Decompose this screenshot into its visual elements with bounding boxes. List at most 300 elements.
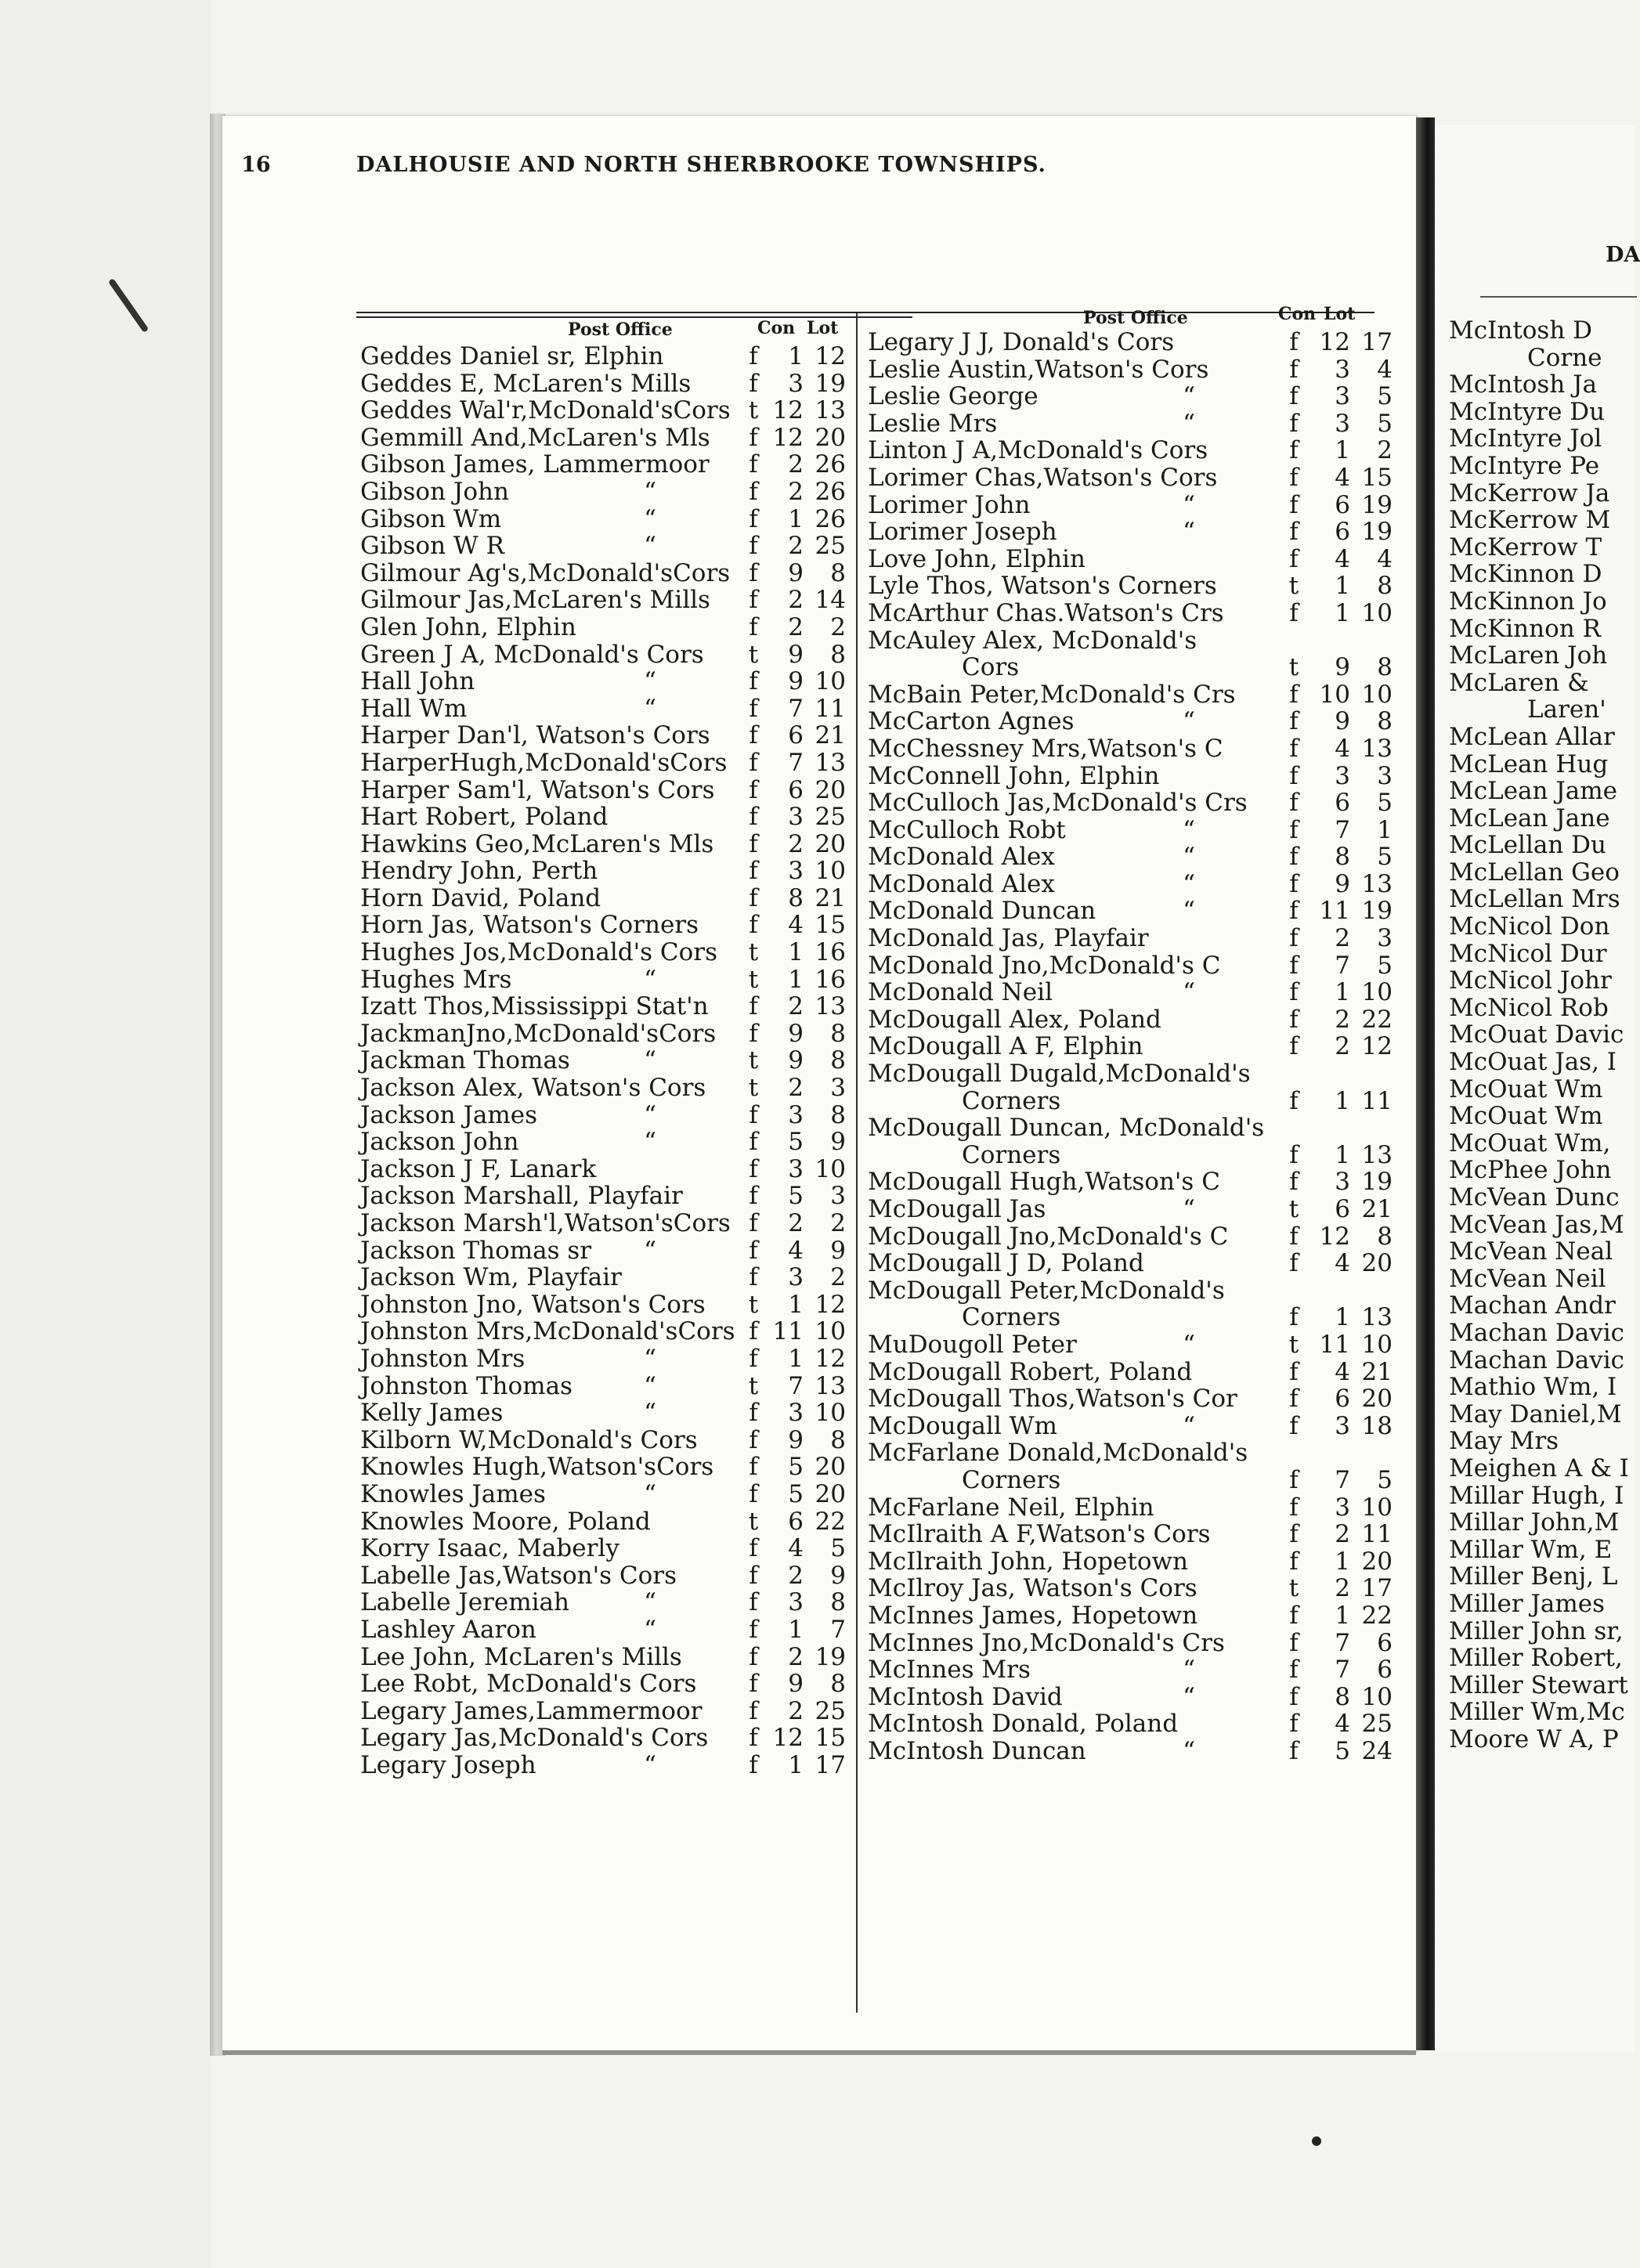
- entry-lot: 8: [830, 558, 846, 587]
- entry-lot: 16: [815, 938, 846, 967]
- directory-entry: [868, 1223, 1400, 1251]
- entry-name: Lee Robt, McDonald's Cors: [360, 1670, 697, 1699]
- next-page-entry: Millar Hugh, I: [1449, 1481, 1624, 1510]
- entry-name: McCarton Agnes: [868, 707, 1075, 736]
- entry-lot: 13: [1361, 734, 1393, 763]
- ditto-mark: “: [644, 1399, 656, 1428]
- entry-concession: 1: [1335, 978, 1350, 1007]
- entry-tenure: f: [749, 1588, 758, 1617]
- next-page-entry: Millar Wm, E: [1449, 1535, 1613, 1564]
- directory-entry: [360, 1644, 846, 1671]
- entry-concession: 7: [1335, 1628, 1350, 1657]
- entry-lot: 5: [1377, 1465, 1393, 1494]
- entry-lot: 10: [815, 1317, 846, 1346]
- entry-tenure: f: [749, 829, 758, 858]
- entry-tenure: f: [1289, 1249, 1299, 1278]
- entry-concession: 9: [788, 1046, 804, 1075]
- entry-concession: 11: [1319, 897, 1350, 926]
- directory-entry: [360, 912, 846, 939]
- page-number: 16: [241, 153, 271, 177]
- entry-concession: 9: [788, 1425, 804, 1454]
- entry-concession: 8: [1335, 843, 1350, 872]
- entry-tenure: f: [749, 1615, 758, 1644]
- left-col-header-lot: Lot: [807, 318, 839, 338]
- entry-tenure: t: [748, 396, 759, 425]
- entry-tenure: t: [748, 1046, 759, 1075]
- entry-name: McDonald Jas, Playfair: [868, 924, 1149, 953]
- entry-tenure: f: [1289, 978, 1299, 1007]
- directory-entry: [360, 370, 846, 398]
- ditto-mark: “: [644, 1344, 656, 1373]
- directory-entry: [868, 1304, 1400, 1331]
- directory-entry: [868, 1521, 1400, 1548]
- entry-lot: 10: [1361, 1682, 1393, 1711]
- entry-lot: 8: [830, 1046, 846, 1075]
- directory-entry: [360, 804, 846, 831]
- directory-entry: [868, 1142, 1400, 1169]
- directory-entry: [360, 641, 846, 669]
- entry-concession: 12: [772, 423, 804, 452]
- entry-concession: 11: [1319, 1330, 1350, 1359]
- entry-lot: 18: [1361, 1411, 1393, 1440]
- entry-lot: 10: [815, 1154, 846, 1183]
- entry-name: McDougall Duncan, McDonald's: [868, 1114, 1265, 1143]
- entry-lot: 5: [1377, 843, 1393, 872]
- ditto-mark: “: [1183, 1411, 1195, 1440]
- entry-tenure: f: [749, 1534, 758, 1563]
- entry-concession: 1: [788, 504, 804, 533]
- entry-tenure: f: [749, 504, 758, 533]
- entry-name: McIlraith John, Hopetown: [868, 1547, 1188, 1576]
- directory-entry: [868, 871, 1400, 898]
- entry-concession: 4: [788, 1236, 804, 1265]
- entry-name: McIntosh Donald, Poland: [868, 1710, 1179, 1739]
- entry-concession: 3: [1335, 355, 1350, 384]
- entry-lot: 26: [815, 504, 846, 533]
- entry-tenure: f: [749, 1182, 758, 1211]
- directory-entry: [868, 383, 1400, 410]
- ditto-mark: “: [644, 1479, 656, 1508]
- entry-lot: 2: [1377, 436, 1393, 465]
- directory-entry: [868, 1738, 1400, 1765]
- entry-tenure: f: [1289, 1493, 1299, 1522]
- entry-lot: 15: [815, 911, 846, 940]
- entry-tenure: f: [1289, 409, 1299, 438]
- entry-tenure: f: [749, 857, 758, 886]
- entry-tenure: t: [1288, 572, 1299, 601]
- entry-concession: 10: [1319, 680, 1350, 709]
- directory-entry: [868, 492, 1400, 519]
- entry-concession: 6: [1335, 1195, 1350, 1223]
- next-page-entry: Laren': [1527, 695, 1606, 724]
- entry-concession: 2: [1335, 1574, 1350, 1603]
- entry-tenure: f: [1289, 518, 1299, 547]
- entry-concession: 9: [788, 640, 804, 669]
- next-page-entry: McOuat Davic: [1449, 1020, 1624, 1049]
- directory-entry: [360, 1345, 846, 1373]
- entry-concession: 2: [788, 1696, 804, 1725]
- next-page-entry: McVean Neil: [1449, 1264, 1606, 1293]
- entry-name: Jackson J F, Lanark: [360, 1154, 597, 1183]
- directory-entry: [360, 1291, 846, 1319]
- next-page-entry: McOuat Wm,: [1449, 1129, 1611, 1157]
- entry-lot: 8: [1377, 572, 1393, 601]
- entry-name: Knowles Moore, Poland: [360, 1507, 651, 1536]
- entry-lot: 11: [1361, 1086, 1393, 1115]
- entry-name: McDougall Alex, Poland: [868, 1005, 1161, 1034]
- entry-concession: 3: [788, 803, 804, 832]
- entry-name: Korry Isaac, Maberly: [360, 1534, 620, 1563]
- directory-entry: [868, 1413, 1400, 1440]
- entry-tenure: f: [749, 532, 758, 561]
- entry-concession: 3: [788, 369, 804, 398]
- entry-lot: 13: [815, 396, 846, 425]
- directory-entry: [868, 1467, 1400, 1494]
- ditto-mark: “: [644, 1750, 656, 1779]
- directory-entry: [360, 451, 846, 479]
- entry-name: Jackman Thomas: [360, 1046, 570, 1075]
- next-page-entry: McIntyre Pe: [1449, 451, 1600, 480]
- directory-entry: [360, 1752, 846, 1779]
- entry-tenure: f: [1289, 1032, 1299, 1061]
- entry-name: McFarlane Neil, Elphin: [868, 1493, 1154, 1522]
- next-page-entry: McLellan Du: [1449, 831, 1606, 860]
- ditto-mark: “: [1183, 409, 1195, 438]
- entry-tenure: f: [1289, 1656, 1299, 1685]
- entry-lot: 13: [815, 1371, 846, 1400]
- entry-lot: 5: [830, 1534, 846, 1563]
- next-page-entry: McOuat Jas, I: [1449, 1048, 1617, 1077]
- directory-entry: [360, 343, 846, 370]
- entry-concession: 3: [788, 1399, 804, 1428]
- entry-tenure: f: [749, 612, 758, 641]
- entry-name: Harper Sam'l, Watson's Cors: [360, 775, 715, 804]
- ditto-mark: “: [644, 1236, 656, 1265]
- entry-tenure: f: [1289, 1168, 1299, 1197]
- directory-entry: [360, 1616, 846, 1644]
- entry-lot: 3: [1377, 924, 1393, 953]
- next-page-entry: McLean Jane: [1449, 804, 1610, 832]
- directory-entry: [360, 1508, 846, 1536]
- directory-entry: [360, 1399, 846, 1427]
- directory-entry: [360, 397, 846, 424]
- directory-entry: [868, 925, 1400, 952]
- entry-name: Lorimer Chas,Watson's Cors: [868, 463, 1218, 492]
- entry-tenure: f: [1289, 1140, 1299, 1169]
- directory-entry: [868, 1439, 1400, 1467]
- directory-entry: [360, 1210, 846, 1237]
- entry-lot: 19: [815, 369, 846, 398]
- next-page-entry: McVean Neal: [1449, 1237, 1613, 1266]
- entry-name: Leslie Mrs: [868, 409, 998, 438]
- entry-name: McDougall J D, Poland: [868, 1249, 1144, 1278]
- next-page-entry: May Mrs: [1449, 1427, 1559, 1456]
- entry-name: McFarlane Donald,McDonald's: [868, 1439, 1248, 1468]
- directory-entry: [360, 1129, 846, 1156]
- directory-entry: [868, 546, 1400, 573]
- entry-concession: 6: [1335, 490, 1350, 519]
- entry-lot: 3: [830, 1074, 846, 1103]
- entry-tenure: f: [1289, 680, 1299, 709]
- entry-lot: 8: [830, 1425, 846, 1454]
- entry-lot: 5: [1377, 951, 1393, 980]
- entry-name: Jackson James: [360, 1100, 538, 1129]
- entry-lot: 13: [1361, 1303, 1393, 1332]
- entry-concession: 9: [788, 667, 804, 696]
- entry-name: McInnes James, Hopetown: [868, 1601, 1198, 1630]
- entry-name: McArthur Chas.Watson's Crs: [868, 598, 1224, 627]
- entry-tenure: f: [749, 342, 758, 370]
- directory-entry: [360, 424, 846, 452]
- entry-concession: 7: [1335, 1656, 1350, 1685]
- directory-entry: [360, 506, 846, 533]
- entry-concession: 3: [788, 1100, 804, 1129]
- entry-name: McDougall Hugh,Watson's C: [868, 1168, 1220, 1197]
- entry-lot: 9: [830, 1128, 846, 1157]
- entry-name: Harper Dan'l, Watson's Cors: [360, 721, 710, 750]
- entry-lot: 10: [815, 857, 846, 886]
- entry-concession: 3: [1335, 409, 1350, 438]
- next-page-entry: McLaren Joh: [1449, 641, 1608, 670]
- next-page-entry: May Daniel,M: [1449, 1399, 1622, 1428]
- entry-tenure: t: [748, 965, 759, 994]
- entry-concession: 1: [1335, 1601, 1350, 1630]
- entry-concession: 3: [788, 857, 804, 886]
- entry-name: McChessney Mrs,Watson's C: [868, 734, 1223, 763]
- directory-entry: [868, 1359, 1400, 1386]
- entry-concession: 9: [788, 558, 804, 587]
- ditto-mark: “: [1183, 1330, 1195, 1359]
- entry-concession: 4: [1335, 1249, 1350, 1278]
- directory-entry: [360, 722, 846, 749]
- entry-lot: 10: [815, 1399, 846, 1428]
- directory-entry: [868, 1494, 1400, 1522]
- entry-concession: 3: [1335, 1411, 1350, 1440]
- ditto-mark: “: [644, 1615, 656, 1644]
- ditto-mark: “: [644, 504, 656, 533]
- entry-concession: 4: [1335, 463, 1350, 492]
- entry-concession: 1: [788, 938, 804, 967]
- entry-concession: 3: [1335, 382, 1350, 411]
- entry-concession: 3: [1335, 761, 1350, 790]
- entry-name: Hart Robert, Poland: [360, 803, 609, 832]
- entry-lot: 26: [815, 477, 846, 506]
- entry-lot: 19: [1361, 490, 1393, 519]
- next-page-entry: McIntyre Jol: [1449, 424, 1602, 453]
- entry-name: Johnston Thomas: [360, 1371, 573, 1400]
- entry-tenure: f: [749, 883, 758, 912]
- entry-tenure: f: [749, 1670, 758, 1699]
- entry-tenure: f: [1289, 1086, 1299, 1115]
- entry-tenure: f: [749, 1425, 758, 1454]
- entry-concession: 9: [1335, 869, 1350, 898]
- entry-name: McDonald Duncan: [868, 897, 1096, 926]
- entry-tenure: f: [749, 1724, 758, 1753]
- entry-name: Labelle Jeremiah: [360, 1588, 569, 1617]
- entry-lot: 19: [815, 1642, 846, 1671]
- entry-tenure: f: [1289, 1005, 1299, 1034]
- entry-lot: 2: [830, 1209, 846, 1237]
- page-title: DALHOUSIE AND NORTH SHERBROOKE TOWNSHIPS.: [356, 153, 1046, 177]
- entry-lot: 2: [830, 612, 846, 641]
- entry-tenure: f: [1289, 382, 1299, 411]
- directory-entry: [360, 614, 846, 641]
- next-page-entry: McKinnon D: [1449, 560, 1602, 589]
- entry-name: Jackson John: [360, 1128, 519, 1157]
- entry-name: Hughes Mrs: [360, 965, 512, 994]
- entry-concession: 8: [1335, 1682, 1350, 1711]
- next-page-entry: McNicol Don: [1449, 912, 1610, 941]
- entry-tenure: f: [1289, 1411, 1299, 1440]
- entry-name: Geddes Daniel sr, Elphin: [360, 342, 664, 370]
- entry-concession: 12: [1319, 328, 1350, 356]
- directory-entry: [360, 966, 846, 994]
- entry-concession: 9: [1335, 653, 1350, 682]
- entry-concession: 3: [788, 1154, 804, 1183]
- entry-concession: 2: [788, 1642, 804, 1671]
- entry-name: Gilmour Ag's,McDonald'sCors: [360, 558, 731, 587]
- entry-name: Jackson Marsh'l,Watson'sCors: [360, 1209, 731, 1237]
- entry-concession: 3: [788, 1263, 804, 1292]
- entry-concession: 1: [788, 1615, 804, 1644]
- directory-entry: [360, 1102, 846, 1129]
- entry-name: HarperHugh,McDonald'sCors: [360, 748, 728, 777]
- entry-tenure: f: [749, 450, 758, 479]
- ditto-mark: “: [1183, 1656, 1195, 1685]
- entry-tenure: f: [1289, 869, 1299, 898]
- entry-tenure: f: [749, 803, 758, 832]
- directory-entry: [360, 885, 846, 912]
- entry-concession: 3: [788, 1588, 804, 1617]
- entry-name: Horn David, Poland: [360, 883, 601, 912]
- entry-lot: 20: [1361, 1547, 1393, 1576]
- entry-name: Izatt Thos,Mississippi Stat'n: [360, 992, 709, 1021]
- entry-concession: 2: [788, 992, 804, 1021]
- entry-name: McDougall Peter,McDonald's: [868, 1276, 1225, 1305]
- left-col-header-con: Con: [757, 318, 796, 338]
- entry-lot: 20: [815, 829, 846, 858]
- directory-entry: [868, 410, 1400, 438]
- directory-entry: [360, 1562, 846, 1590]
- ditto-mark: “: [1183, 1736, 1195, 1765]
- entry-lot: 8: [830, 1670, 846, 1699]
- entry-name: Legary Jas,McDonald's Cors: [360, 1724, 709, 1753]
- entry-lot: 24: [1361, 1736, 1393, 1765]
- next-page-entry: McNicol Johr: [1449, 966, 1612, 995]
- directory-entry: [868, 1196, 1400, 1223]
- entry-concession: 4: [1335, 1357, 1350, 1386]
- directory-entry: [868, 600, 1400, 627]
- entry-name: McDonald Jno,McDonald's C: [868, 951, 1221, 980]
- left-col-header-post-office: Post Office: [568, 320, 673, 340]
- next-page-entry: McIntosh Ja: [1449, 370, 1598, 399]
- entry-lot: 8: [830, 1588, 846, 1617]
- entry-concession: 4: [1335, 544, 1350, 573]
- directory-entry: [868, 763, 1400, 790]
- entry-lot: 19: [1361, 897, 1393, 926]
- entry-tenure: t: [748, 1290, 759, 1319]
- entry-concession: 1: [1335, 572, 1350, 601]
- entry-tenure: f: [1289, 1547, 1299, 1576]
- entry-name: McAuley Alex, McDonald's: [868, 626, 1197, 655]
- entry-lot: 10: [1361, 1493, 1393, 1522]
- directory-entry: [868, 1385, 1400, 1413]
- next-page-entry: McVean Dunc: [1449, 1183, 1620, 1212]
- entry-name: Glen John, Elphin: [360, 612, 576, 641]
- directory-entry: [868, 1168, 1400, 1196]
- entry-tenure: f: [1289, 789, 1299, 818]
- entry-name: McDougall A F, Elphin: [868, 1032, 1143, 1061]
- next-page-entry: Miller Benj, L: [1449, 1562, 1618, 1591]
- directory-entry: [360, 1724, 846, 1752]
- entry-concession: 6: [788, 775, 804, 804]
- entry-concession: 7: [1335, 1465, 1350, 1494]
- next-page-entry: Miller John sr,: [1449, 1616, 1624, 1645]
- directory-entry: [868, 1114, 1400, 1142]
- directory-entry: [868, 1006, 1400, 1034]
- entry-name: Corners: [962, 1465, 1061, 1494]
- directory-entry: [868, 518, 1400, 546]
- entry-name: McInnes Jno,McDonald's Crs: [868, 1628, 1225, 1657]
- directory-entry: [868, 627, 1400, 655]
- entry-tenure: f: [749, 369, 758, 398]
- entry-lot: 20: [815, 1453, 846, 1482]
- entry-tenure: t: [1288, 653, 1299, 682]
- ditto-mark: “: [1183, 1195, 1195, 1223]
- directory-entry: [868, 817, 1400, 844]
- ditto-mark: “: [1183, 843, 1195, 872]
- directory-entry: [868, 1331, 1400, 1359]
- entry-tenure: t: [748, 1074, 759, 1103]
- entry-name: Johnston Mrs,McDonald'sCors: [360, 1317, 735, 1346]
- entry-lot: 21: [1361, 1357, 1393, 1386]
- next-page-entry: McIntyre Du: [1449, 397, 1606, 426]
- entry-concession: 2: [788, 612, 804, 641]
- entry-tenure: f: [1289, 463, 1299, 492]
- entry-tenure: f: [749, 477, 758, 506]
- entry-name: JackmanJno,McDonald'sCors: [360, 1019, 717, 1048]
- next-page-entry: Miller James: [1449, 1589, 1606, 1618]
- next-page-entry: McLellan Mrs: [1449, 885, 1620, 914]
- entry-concession: 6: [788, 721, 804, 750]
- entry-name: Love John, Elphin: [868, 544, 1086, 573]
- entry-name: Legary James,Lammermoor: [360, 1696, 703, 1725]
- entry-lot: 16: [815, 965, 846, 994]
- entry-tenure: f: [749, 667, 758, 696]
- entry-tenure: f: [1289, 1736, 1299, 1765]
- entry-tenure: f: [749, 1561, 758, 1590]
- entry-concession: 4: [788, 911, 804, 940]
- entry-tenure: f: [1289, 598, 1299, 627]
- entry-lot: 25: [815, 803, 846, 832]
- entry-lot: 21: [815, 883, 846, 912]
- entry-lot: 9: [830, 1236, 846, 1265]
- ditto-mark: “: [644, 667, 656, 696]
- next-page-entry: McKerrow Ja: [1449, 479, 1610, 507]
- entry-lot: 12: [1361, 1032, 1393, 1061]
- entry-concession: 1: [788, 1290, 804, 1319]
- entry-lot: 15: [1361, 463, 1393, 492]
- next-page-entry: McOuat Wm: [1449, 1102, 1603, 1131]
- entry-tenure: f: [1289, 1303, 1299, 1332]
- entry-lot: 26: [815, 450, 846, 479]
- entry-tenure: f: [749, 1696, 758, 1725]
- entry-concession: 7: [1335, 815, 1350, 844]
- entry-lot: 11: [815, 694, 846, 723]
- entry-concession: 1: [788, 1750, 804, 1779]
- entry-concession: 2: [788, 1074, 804, 1103]
- entry-tenure: f: [749, 1642, 758, 1671]
